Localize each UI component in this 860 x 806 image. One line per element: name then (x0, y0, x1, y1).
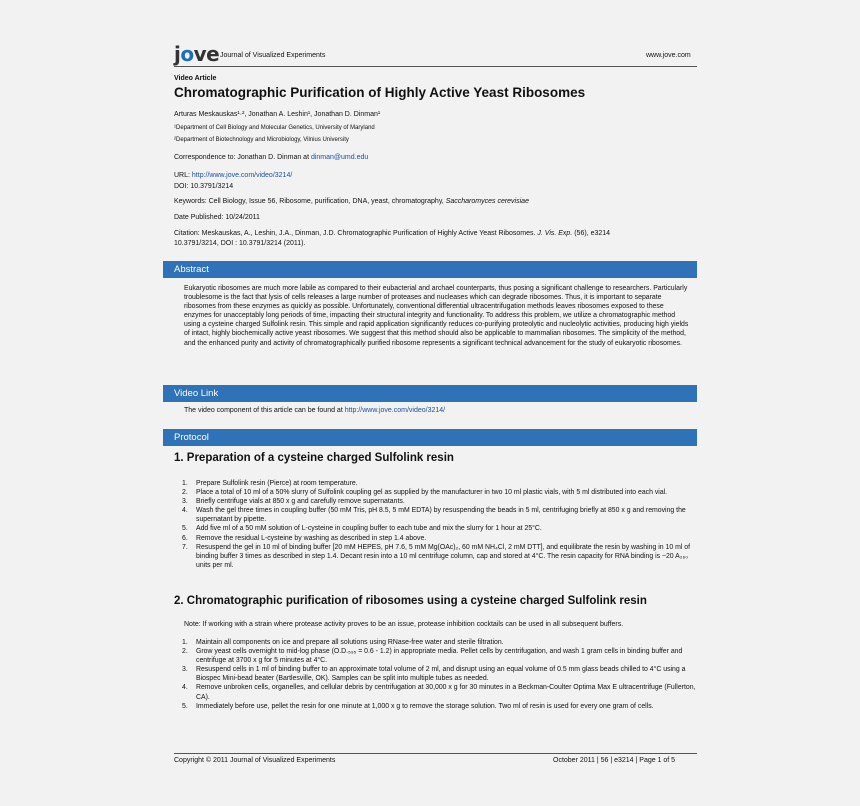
step-text: Resuspend the gel in 10 ml of binding buffer [20 mM HEPES, pH 7.6, 5 mM Mg(OAc)₂, 60 mM NH₄Cl, 2 mM DTT], and equilibrate the resin by washing in 10 ml of binding buffer 3 times as described in step 1.4. Decant resin into a 10 ml centrifuge column, cap and stored at 4°C. The resin capacity for RNA binding is ~20 A₂₆₀ units per ml. (196, 543, 691, 569)
citation-line-2: 10.3791/3214, DOI : 10.3791/3214 (2011). (174, 240, 306, 247)
video-link-url[interactable]: http://www.jove.com/video/3214/ (344, 407, 446, 414)
protocol-step (174, 702, 696, 711)
protocol-step (174, 506, 696, 524)
article-url: URL: http://www.jove.com/video/3214/ (174, 172, 293, 179)
footer-copyright: Copyright © 2011 Journal of Visualized Experiments (174, 757, 336, 764)
correspondence-email-link[interactable]: dinman@umd.edu (310, 154, 369, 161)
article-type: Video Article (174, 75, 217, 82)
citation-line-1: Citation: Meskauskas, A., Leshin, J.A., Dinman, J.D. Chromatographic Purification of Highly Active Yeast Ribosomes. J. Vis. Exp. (56), e3214 (174, 230, 611, 237)
protocol-step (174, 647, 696, 665)
article-url-link[interactable]: http://www.jove.com/video/3214/ (191, 172, 293, 179)
step-number: 6. (182, 534, 188, 542)
footer-page-info: October 2011 | 56 | e3214 | Page 1 of 5 (553, 757, 676, 764)
protocol-step (174, 479, 696, 488)
protocol-step (174, 497, 696, 506)
section-1-title: 1. Preparation of a cysteine charged Sulfolink resin (174, 452, 454, 464)
step-text: Add five ml of a 50 mM solution of L-cysteine in coupling buffer to each tube and mix the slurry for 1 hour at 25°C. (196, 525, 542, 533)
keywords: Keywords: Cell Biology, Issue 56, Ribosome, purification, DNA, yeast, chromatography, Saccharomyces cerevisiae (174, 198, 529, 205)
protocol-step (174, 638, 696, 647)
section-1-steps (174, 479, 696, 570)
footer-rule (174, 753, 697, 754)
step-number: 1. (182, 639, 188, 646)
step-text: Wash the gel three times in coupling buffer (50 mM Tris, pH 8.5, 5 mM EDTA) by resuspending the beads in 5 ml, centrifuging briefly at 850 x g and removing the supernatant by pipette. (196, 507, 686, 524)
correspondence: Correspondence to: Jonathan D. Dinman at dinman@umd.edu (174, 154, 369, 161)
video-link-header: Video Link (163, 385, 697, 402)
step-number: 4. (182, 684, 188, 692)
authors: Arturas Meskauskas¹·², Jonathan A. Leshin¹, Jonathan D. Dinman¹ (174, 111, 381, 118)
step-number: 3. (182, 666, 188, 674)
jove-logo[interactable]: jove (174, 42, 220, 66)
step-number: 4. (182, 507, 188, 515)
step-number: 1. (182, 480, 188, 487)
step-number: 5. (182, 525, 188, 533)
step-number: 5. (182, 702, 188, 710)
step-text: Place a total of 10 ml of a 50% slurry of Sulfolink coupling gel as supplied by the manufacturer in two 10 ml plastic vials, with 5 ml distributed into each vial. (196, 489, 668, 497)
section-2-steps (174, 638, 696, 711)
affiliation-1: ¹Department of Cell Biology and Molecular Genetics, University of Maryland (174, 125, 375, 131)
step-text: Prepare Sulfolink resin (Pierce) at room temperature. (196, 480, 358, 487)
step-number: 2. (182, 489, 188, 497)
protocol-step (174, 534, 696, 543)
protocol-step (174, 683, 696, 701)
step-text: Grow yeast cells overnight to mid-log phase (O.D.₅₉₅ = 0.6 - 1.2) in appropriate media. Pellet cells by centrifugation, and wash 1 gram cells in binding buffer and centrifuge at 3700 x g for 5 minutes at 4°C. (196, 648, 683, 665)
journal-url[interactable]: www.jove.com (646, 52, 691, 59)
protocol-header: Protocol (163, 429, 697, 446)
protocol-step (174, 488, 696, 497)
article-doi: DOI: 10.3791/3214 (174, 183, 234, 190)
affiliation-2: ²Department of Biotechnology and Microbiology, Vilnius University (174, 137, 349, 143)
step-number: 7. (182, 543, 188, 551)
video-link-text: The video component of this article can be found at http://www.jove.com/video/3214/ (184, 407, 446, 414)
journal-name: Journal of Visualized Experiments (220, 52, 326, 59)
step-text: Remove unbroken cells, organelles, and cellular debris by centrifugation at 30,000 x g for 30 minutes in a Beckman-Coulter Optima Max E ultracentrifuge (Fullerton, CA). (196, 684, 696, 701)
step-text: Briefly centrifuge vials at 850 x g and carefully remove supernatants. (196, 498, 405, 506)
abstract-text: Eukaryotic ribosomes are much more labile as compared to their eubacterial and archael counterparts, thus posing a significant challenge to researchers. Particularly troublesome is the fact that lysis of cells releases a large number of proteases and nucleases which can degrade ribosomes. Thus, it is important to separate ribosomes from these enzymes as quickly as possible. Unfortunately, conventional differential ultracentrifugation methods leaves ribosomes exposed to these enzymes for unacceptably long periods of time, impacting their structural integrity and functionality. To address this problem, we utilize a chromatographic method using a cysteine charged Sulfolink resin. This simple and rapid application significantly reduces co-purifying proteolytic and nucleolytic activities, producing high yields of intact, highly biochemically active yeast ribosomes. We suggest that this method should also be applicable to mammalian ribosomes. The simplicity of the method, and the enhanced purity and activity of chromatographically purified ribosome represents a significant technical advancement for the study of eukaryotic ribosomes. (184, 285, 689, 347)
protocol-step (174, 665, 696, 683)
header-rule (174, 66, 697, 67)
step-text: Maintain all components on ice and prepare all solutions using RNase-free water and sterile filtration. (196, 639, 504, 646)
step-text: Immediately before use, pellet the resin for one minute at 1,000 x g to remove the storage solution. Two ml of resin is used for every one gram of cells. (196, 702, 654, 710)
protocol-step (174, 524, 696, 533)
step-text: Resuspend cells in 1 ml of binding buffer to an approximate total volume of 2 ml, and disrupt using an equal volume of 0.5 mm glass beads chilled to 4°C using a Biospec Mini-bead beater (Bartlesville, OK). Samples can be split into multiple tubes as needed. (196, 666, 686, 683)
article-title: Chromatographic Purification of Highly Active Yeast Ribosomes (174, 85, 586, 100)
step-number: 3. (182, 498, 188, 506)
section-2-title: 2. Chromatographic purification of ribosomes using a cysteine charged Sulfolink resin (174, 595, 647, 607)
abstract-header: Abstract (163, 261, 697, 278)
section-2-note: Note: If working with a strain where protease activity proves to be an issue, protease inhibition cocktails can be used in all subsequent buffers. (184, 621, 624, 628)
step-number: 2. (182, 648, 188, 656)
date-published: Date Published: 10/24/2011 (174, 214, 260, 221)
protocol-step (174, 543, 696, 570)
step-text: Remove the residual L-cysteine by washing as described in step 1.4 above. (196, 534, 427, 542)
